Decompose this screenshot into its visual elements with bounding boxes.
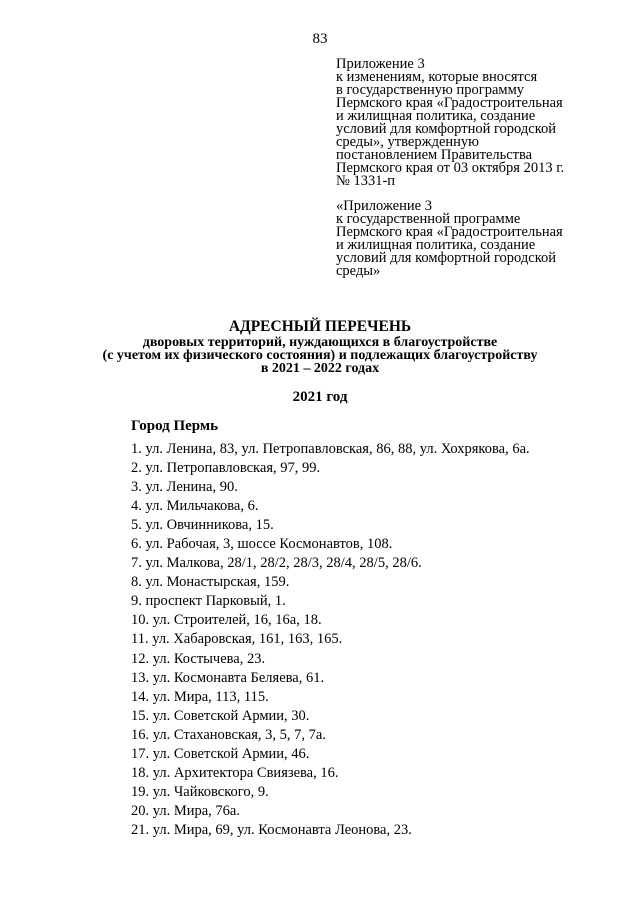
- appendix-note-line: среды», утвержденную: [336, 134, 480, 150]
- address-item: 4. ул. Мильчакова, 6.: [131, 498, 259, 515]
- appendix-note: [336, 58, 586, 188]
- appendix-quote-line: среды»: [336, 263, 381, 279]
- address-item: 21. ул. Мира, 69, ул. Космонавта Леонова, 23.: [131, 821, 412, 838]
- city-heading: Город Пермь: [131, 418, 219, 434]
- appendix-quote-line: и жилищная политика, создание: [336, 237, 536, 253]
- document-title: АДРЕСНЫЙ ПЕРЕЧЕНЬ: [228, 318, 412, 335]
- appendix-quote-line: «Приложение 3: [336, 198, 432, 214]
- address-item: 3. ул. Ленина, 90.: [131, 479, 238, 496]
- appendix-note-line: условий для комфортной городской: [336, 121, 557, 137]
- address-item: 15. ул. Советской Армии, 30.: [131, 707, 310, 724]
- appendix-note-line: постановлением Правительства: [336, 147, 533, 163]
- appendix-note-line: Приложение 3: [336, 56, 425, 72]
- appendix-quote-line: к государственной программе: [336, 211, 521, 227]
- address-item: 9. проспект Парковый, 1.: [131, 593, 286, 610]
- address-item: 5. ул. Овчинникова, 15.: [131, 517, 274, 534]
- address-item: 1. ул. Ленина, 83, ул. Петропавловская, 86, 88, ул. Хохрякова, 6а.: [131, 441, 530, 457]
- year-heading: 2021 год: [292, 389, 348, 405]
- appendix-note-line: к изменениям, которые вносятся: [336, 69, 538, 85]
- address-item: 11. ул. Хабаровская, 161, 163, 165.: [131, 631, 343, 648]
- appendix-quote-line: Пермского края «Градостроительная: [336, 224, 563, 240]
- appendix-note-line: Пермского края от 03 октября 2013 г.: [336, 160, 565, 176]
- subtitle-line: дворовых территорий, нуждающихся в благоустройстве: [142, 335, 498, 350]
- address-item: 10. ул. Строителей, 16, 16а, 18.: [131, 612, 322, 629]
- page-number: 83: [312, 31, 328, 47]
- address-item: 18. ул. Архитектора Свиязева, 16.: [131, 764, 339, 781]
- address-item: 12. ул. Костычева, 23.: [131, 650, 266, 667]
- address-item: 8. ул. Монастырская, 159.: [131, 574, 290, 591]
- appendix-note-line: в государственную программу: [336, 82, 525, 98]
- address-item: 7. ул. Малкова, 28/1, 28/2, 28/3, 28/4, 28/5, 28/6.: [131, 555, 422, 572]
- address-item: 6. ул. Рабочая, 3, шоссе Космонавтов, 108.: [131, 536, 393, 553]
- appendix-quote-line: условий для комфортной городской: [336, 250, 557, 266]
- address-item: 19. ул. Чайковского, 9.: [131, 783, 269, 800]
- address-item: 17. ул. Советской Армии, 46.: [131, 745, 310, 762]
- subtitle-line: в 2021 – 2022 годах: [260, 361, 380, 376]
- subtitle-line: (с учетом их физического состояния) и подлежащих благоустройству: [102, 348, 538, 363]
- appendix-note-line: и жилищная политика, создание: [336, 108, 536, 124]
- address-item: 14. ул. Мира, 113, 115.: [131, 688, 269, 705]
- document-subtitle: [0, 336, 640, 375]
- address-item: 2. ул. Петропавловская, 97, 99.: [131, 460, 321, 477]
- appendix-note-line: Пермского края «Градостроительная: [336, 95, 563, 111]
- address-list: [131, 440, 631, 840]
- address-item: 16. ул. Стахановская, 3, 5, 7, 7а.: [131, 726, 326, 743]
- address-item: 20. ул. Мира, 76а.: [131, 802, 240, 819]
- address-item: 13. ул. Космонавта Беляева, 61.: [131, 669, 325, 686]
- appendix-note-line: № 1331-п: [336, 173, 396, 189]
- appendix-quote: [336, 200, 586, 278]
